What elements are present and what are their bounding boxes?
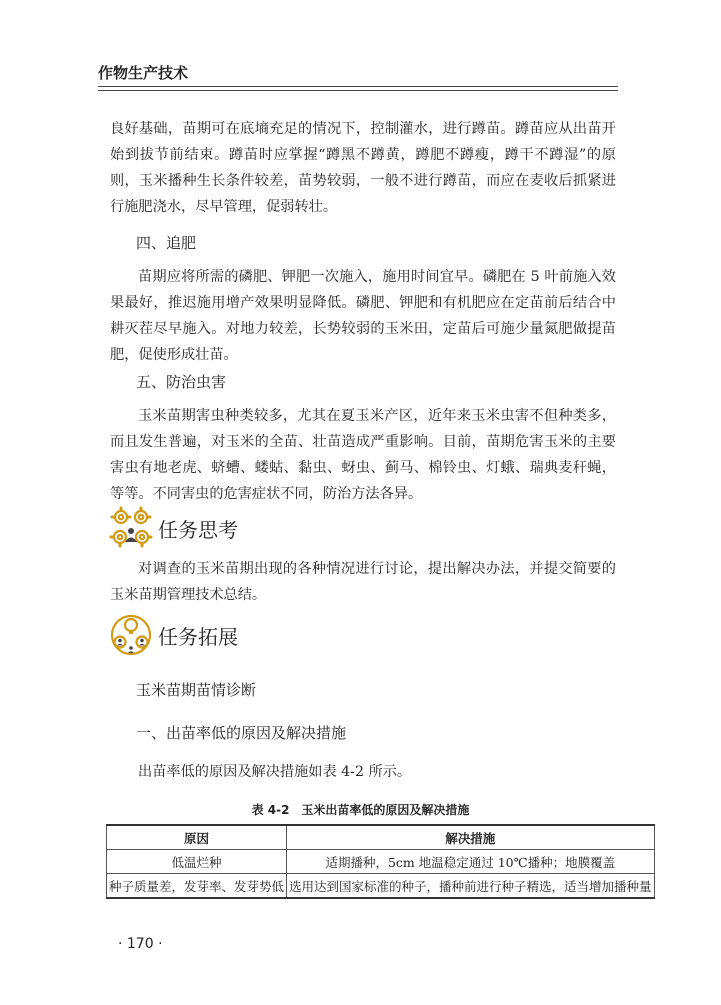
table-cell-reason: 种子质量差，发芽率、发芽势低	[107, 874, 287, 899]
section-title-pest-control: 五、防治虫害	[136, 373, 227, 391]
table-cell-measure: 选用达到国家标准的种子，播种前进行种子精选，适当增加播种量	[287, 874, 655, 899]
header-rule-bottom	[98, 90, 618, 91]
reasons-measures-table	[106, 824, 655, 899]
table-cell-reason: 低温烂种	[107, 850, 287, 874]
lightbulb-people-icon	[108, 612, 154, 658]
task-think-heading	[108, 505, 238, 551]
paragraph-seedling-squatting: 良好基础，苗期可在底墒充足的情况下，控制灌水，进行蹲苗。蹲苗应从出苗开始到拔节前结束。蹲苗时应掌握“蹲黑不蹲黄，蹲肥不蹲瘦，蹲干不蹲湿”的原则，玉米播种生长条件较差，苗势较弱，一般不进行蹲苗，而应在麦收后抓紧进行施肥浇水，尽早管理，促弱转壮。	[110, 121, 616, 215]
table-caption: 表 4-2 玉米出苗率低的原因及解决措施	[251, 803, 470, 817]
paragraph-pest-control: 玉米苗期害虫种类较多，尤其在夏玉米产区，近年来玉米虫害不但种类多，而且发生普遍，对玉米的全苗、壮苗造成严重影响。目前，苗期危害玉米的主要害虫有地老虎、蛴螬、蝼蛄、黏虫、蚜虫、蓟马、棉铃虫、灯蛾、瑞典麦秆蝇，等等。不同害虫的危害症状不同，防治方法各异。	[110, 408, 616, 502]
section-title-topdressing: 四、追肥	[136, 234, 197, 252]
paragraph-topdressing: 苗期应将所需的磷肥、钾肥一次施入，施用时间宜早。磷肥在 5 叶前施入效果最好，推迟施用增产效果明显降低。磷肥、钾肥和有机肥应在定苗前后结合中耕灭茬尽早施入。对地力较差，长势较弱的玉米田，定苗后可施少量氮肥做提苗肥，促使形成壮苗。	[110, 269, 616, 363]
gears-people-icon	[108, 505, 154, 551]
table-header-row	[107, 825, 655, 850]
page-number: · 170 ·	[118, 936, 163, 952]
task-expand-heading	[108, 612, 238, 658]
header-rule-top	[98, 86, 618, 87]
header-reason: 原因	[107, 825, 287, 850]
header-measures: 解决措施	[287, 825, 655, 850]
running-header: 作物生产技术	[98, 64, 189, 82]
table-row	[107, 850, 655, 874]
section-title-low-emergence: 一、出苗率低的原因及解决措施	[136, 724, 347, 742]
table-intro: 出苗率低的原因及解决措施如表 4-2 所示。	[138, 764, 412, 780]
task-expand-title: 任务拓展	[158, 624, 238, 649]
diagnosis-subtitle: 玉米苗期苗情诊断	[136, 681, 257, 699]
task-think-text: 对调查的玉米苗期出现的各种情况进行讨论，提出解决办法，并提交简要的玉米苗期管理技术总结。	[110, 561, 616, 603]
table-row	[107, 874, 655, 899]
table-cell-measure: 适期播种，5cm 地温稳定通过 10℃播种；地膜覆盖	[287, 850, 655, 874]
task-think-title: 任务思考	[158, 517, 238, 542]
